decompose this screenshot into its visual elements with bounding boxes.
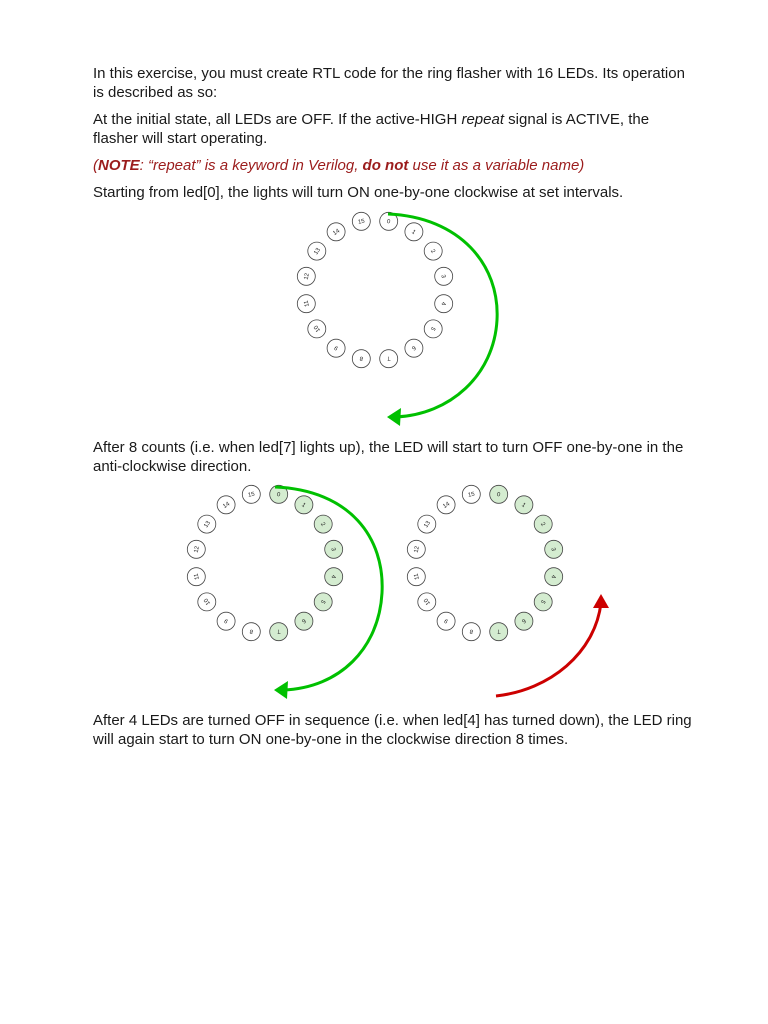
led-2 xyxy=(314,515,332,533)
led-label-12: 12 xyxy=(193,545,201,554)
led-label-4: 4 xyxy=(329,574,336,579)
led-label-4: 4 xyxy=(439,301,446,306)
led-10 xyxy=(418,593,436,611)
paragraph-start-sequence: Starting from led[0], the lights will turn ON one-by-one clockwise at set intervals. xyxy=(93,184,624,201)
led-14 xyxy=(437,496,455,514)
led-label-14: 14 xyxy=(222,501,232,510)
figure-ring-lit-anticlockwise xyxy=(400,478,620,703)
led-label-15: 15 xyxy=(357,218,366,226)
led-1 xyxy=(515,496,533,514)
led-label-11: 11 xyxy=(303,299,311,308)
led-13 xyxy=(418,515,436,533)
led-ring-diagram-3 xyxy=(400,478,620,703)
led-5 xyxy=(314,593,332,611)
led-label-2: 2 xyxy=(428,248,436,255)
p2-text-after: signal is ACTIVE, the flasher will start operating. xyxy=(93,111,650,147)
led-label-11: 11 xyxy=(413,572,421,581)
led-9 xyxy=(217,612,235,630)
paragraph-note xyxy=(93,156,584,175)
note-label: NOTE xyxy=(98,157,140,174)
paragraph-initial-state xyxy=(93,110,693,148)
led-label-0: 0 xyxy=(276,492,281,499)
led-label-8: 8 xyxy=(469,627,474,634)
led-label-11: 11 xyxy=(193,572,201,581)
led-label-2: 2 xyxy=(538,521,546,528)
figure-ring-initial xyxy=(290,205,510,430)
led-label-6: 6 xyxy=(410,343,417,351)
p2-repeat-signal: repeat xyxy=(461,111,505,128)
led-9 xyxy=(327,339,345,357)
note-open-paren: ( xyxy=(93,157,98,174)
led-8 xyxy=(352,350,370,368)
led-label-4: 4 xyxy=(549,574,556,579)
led-label-8: 8 xyxy=(249,627,254,634)
led-label-7: 7 xyxy=(276,627,281,634)
led-11 xyxy=(297,295,315,313)
led-label-5: 5 xyxy=(318,598,326,605)
led-7 xyxy=(270,623,288,641)
led-label-14: 14 xyxy=(332,228,342,237)
led-label-2: 2 xyxy=(318,521,326,528)
led-14 xyxy=(327,223,345,241)
led-3 xyxy=(325,540,343,558)
led-4 xyxy=(325,568,343,586)
paragraph-intro: In this exercise, you must create RTL code for the ring flasher with 16 LEDs. Its operation is described as so: xyxy=(93,65,685,101)
led-4 xyxy=(545,568,563,586)
led-label-5: 5 xyxy=(538,598,546,605)
led-6 xyxy=(295,612,313,630)
led-13 xyxy=(198,515,216,533)
led-12 xyxy=(407,540,425,558)
led-label-3: 3 xyxy=(439,274,446,279)
led-15 xyxy=(352,212,370,230)
led-15 xyxy=(242,485,260,503)
arrow-head-icon xyxy=(274,681,288,699)
led-label-10: 10 xyxy=(203,596,212,606)
led-label-1: 1 xyxy=(520,502,527,510)
led-1 xyxy=(405,223,423,241)
led-13 xyxy=(308,242,326,260)
direction-arrow xyxy=(496,603,601,696)
led-label-8: 8 xyxy=(359,354,364,361)
led-label-13: 13 xyxy=(423,520,432,530)
led-label-9: 9 xyxy=(333,343,340,351)
led-label-5: 5 xyxy=(428,325,436,332)
note-do-not: do not xyxy=(362,157,409,174)
led-label-3: 3 xyxy=(549,547,556,552)
led-8 xyxy=(462,623,480,641)
paragraph-after-8-counts: After 8 counts (i.e. when led[7] lights up), the LED will start to turn OFF one-by-one in the anti-clockwise direction. xyxy=(93,439,684,475)
led-1 xyxy=(295,496,313,514)
led-ring-diagram-2 xyxy=(180,478,400,703)
led-label-14: 14 xyxy=(442,501,452,510)
led-3 xyxy=(435,267,453,285)
led-10 xyxy=(308,320,326,338)
arrow-head-icon xyxy=(387,408,401,426)
led-5 xyxy=(534,593,552,611)
led-label-13: 13 xyxy=(203,520,212,530)
figure-ring-lit-clockwise xyxy=(180,478,400,703)
led-11 xyxy=(407,568,425,586)
led-label-7: 7 xyxy=(386,354,391,361)
led-label-10: 10 xyxy=(313,323,322,333)
note-text: : “repeat” is a keyword in Verilog, xyxy=(139,157,363,174)
led-label-7: 7 xyxy=(496,627,501,634)
led-2 xyxy=(424,242,442,260)
led-3 xyxy=(545,540,563,558)
led-6 xyxy=(405,339,423,357)
led-label-9: 9 xyxy=(443,616,450,624)
led-label-3: 3 xyxy=(329,547,336,552)
arrow-head-icon xyxy=(593,594,609,608)
paragraph-after-4-leds: After 4 LEDs are turned OFF in sequence (i.e. when led[4] has turned down), the LED ring will again start to turn ON one-by-one in the clockwise direction 8 times. xyxy=(93,712,692,748)
led-label-13: 13 xyxy=(313,247,322,257)
led-label-6: 6 xyxy=(520,616,527,624)
led-8 xyxy=(242,623,260,641)
led-15 xyxy=(462,485,480,503)
led-7 xyxy=(380,350,398,368)
led-label-1: 1 xyxy=(300,502,307,510)
led-label-12: 12 xyxy=(303,272,311,281)
led-12 xyxy=(297,267,315,285)
led-12 xyxy=(187,540,205,558)
led-label-1: 1 xyxy=(410,229,417,237)
led-label-15: 15 xyxy=(467,491,476,499)
led-label-9: 9 xyxy=(223,616,230,624)
led-9 xyxy=(437,612,455,630)
note-text-end: use it as a variable name) xyxy=(408,157,585,174)
led-label-12: 12 xyxy=(413,545,421,554)
p2-text-before: At the initial state, all LEDs are OFF. If the active-HIGH xyxy=(93,111,462,128)
led-11 xyxy=(187,568,205,586)
led-label-15: 15 xyxy=(247,491,256,499)
led-10 xyxy=(198,593,216,611)
led-label-10: 10 xyxy=(423,596,432,606)
led-7 xyxy=(490,623,508,641)
led-14 xyxy=(217,496,235,514)
led-5 xyxy=(424,320,442,338)
led-2 xyxy=(534,515,552,533)
led-label-0: 0 xyxy=(386,219,391,226)
led-label-6: 6 xyxy=(300,616,307,624)
direction-arrow xyxy=(388,214,497,417)
led-0 xyxy=(490,485,508,503)
led-label-0: 0 xyxy=(496,492,501,499)
led-ring-diagram-1 xyxy=(290,205,510,430)
led-6 xyxy=(515,612,533,630)
led-4 xyxy=(435,295,453,313)
